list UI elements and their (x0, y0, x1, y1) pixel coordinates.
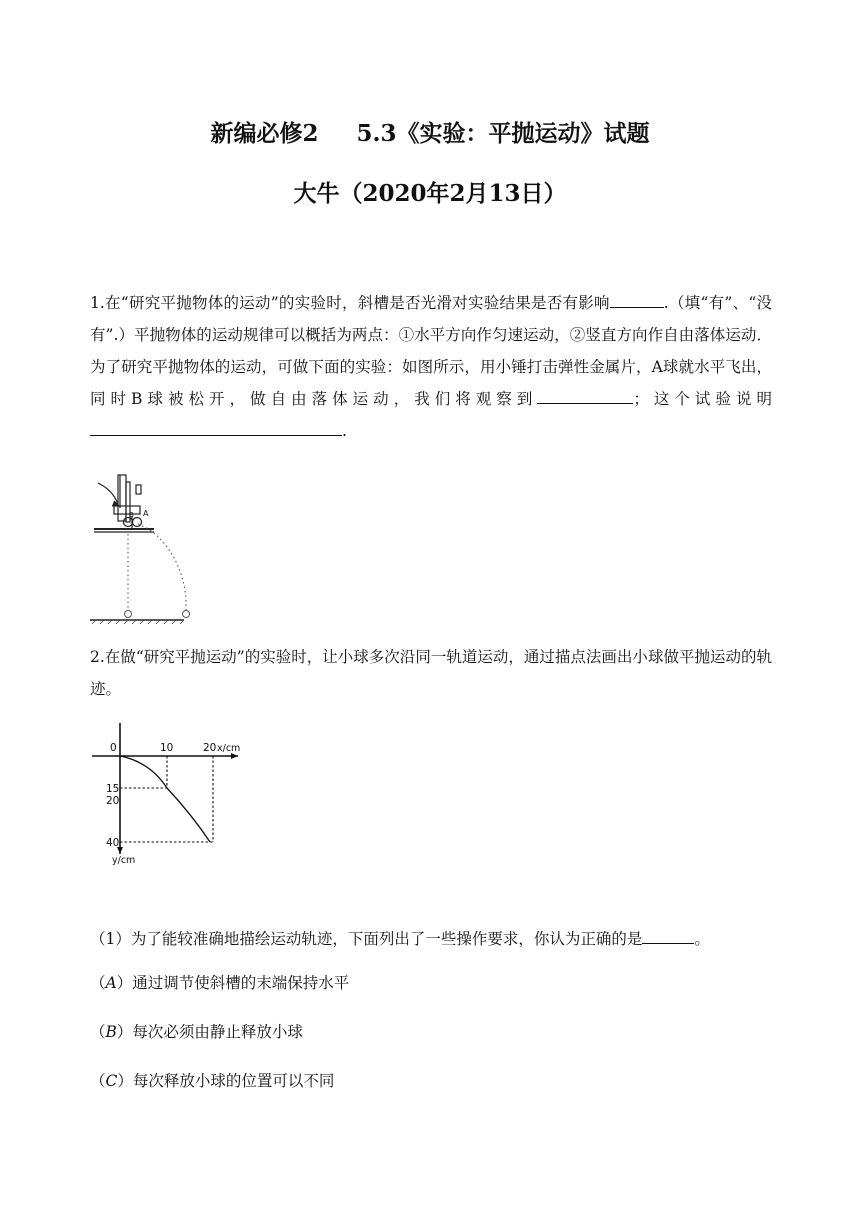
option-a[interactable] (90, 971, 780, 993)
sub-question-1-end: 。 (694, 930, 710, 948)
title-right: 5.3《实验：平抛运动》试题 (356, 120, 650, 147)
title-left: 新编必修2 (210, 120, 319, 147)
option-a-letter: A (105, 974, 117, 992)
option-b-letter: B (105, 1023, 117, 1041)
q1-text-4: . (342, 422, 347, 440)
option-c-text: ）每次释放小球的位置可以不同 (117, 1072, 335, 1090)
trajectory-curve (120, 756, 210, 842)
trajectory-graph (92, 718, 252, 868)
question-2-intro: 2.在做“研究平抛运动”的实验时，让小球多次沿同一轨道运动，通过描点法画出小球做平抛运动的轨迹。 (90, 648, 772, 698)
option-c-letter: C (105, 1072, 118, 1090)
answer-blank-4[interactable] (642, 925, 694, 944)
q1-text-3: ；这个试验说明 (633, 390, 772, 408)
answer-blank-3[interactable] (90, 417, 342, 436)
option-c[interactable] (90, 1069, 780, 1091)
page-subtitle: 大牛（2020年2月13日） (293, 180, 567, 207)
x-axis-label: x/cm (217, 743, 241, 754)
option-b[interactable] (90, 1020, 780, 1042)
answer-blank-2[interactable] (537, 385, 633, 404)
apparatus-figure (88, 470, 184, 626)
y-axis-label: y/cm (112, 855, 136, 866)
origin-label: 0 (110, 742, 117, 754)
option-b-open: （ (90, 1023, 106, 1041)
y-tick-20: 20 (106, 795, 120, 807)
q1-text-2: .（填“有”、“没有”.）平抛物体的运动规律可以概括为两点：①水平方向作匀速运动，②竖直方向作自由落体运动．为了研究平抛物体的运动，可做下面的实验：如图所示，用小锤打击弹性金属片，A球就水平飞出，同时B球被松开，做自由落体运动，我们将观察到 (90, 294, 772, 408)
y-tick-15: 15 (106, 783, 120, 795)
option-b-text: ）每次必须由静止释放小球 (116, 1023, 303, 1041)
q1-text-1: 1.在“研究平抛物体的运动”的实验时，斜槽是否光滑对实验结果是否有影响 (90, 294, 610, 312)
option-a-text: ）通过调节使斜槽的末端保持水平 (116, 974, 350, 992)
ball-b-label: B (129, 511, 134, 519)
sub-question-1-text: （1）为了能较准确地描绘运动轨迹，下面列出了一些操作要求，你认为正确的是 (90, 930, 643, 948)
sub-question-1 (90, 925, 780, 949)
y-tick-40: 40 (106, 837, 120, 849)
x-tick-10: 10 (160, 742, 174, 754)
x-tick-20: 20 (203, 742, 217, 754)
page-title (0, 115, 860, 148)
option-c-open: （ (90, 1072, 106, 1090)
option-a-open: （ (90, 974, 106, 992)
answer-blank-1[interactable] (610, 289, 664, 308)
question-1 (90, 287, 772, 447)
ball-a-label: A (143, 509, 149, 518)
